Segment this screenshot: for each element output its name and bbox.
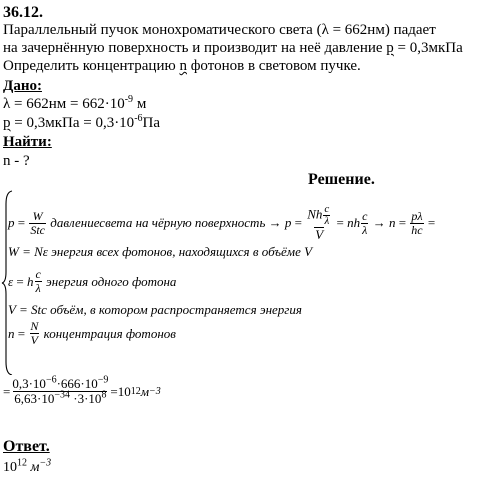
answer-value: $10^{12}$ $м^{-3}$ <box>3 457 52 475</box>
find-header: Найти: <box>3 134 52 150</box>
find-target: n - ? <box>3 153 30 169</box>
problem-text-line2: на зачернённую поверхность и производит на неё давление p = 0,3мкПа <box>3 40 463 56</box>
equation-concentration: n = $\frac{N}{V}$ концентрация фотонов <box>8 319 176 347</box>
problem-number: 36.12. <box>3 4 43 21</box>
solution-header: Решение. <box>308 171 375 188</box>
equation-photon-energy: ε = h $\frac{c}{\lambda}$ энергия одного фотона <box>8 267 177 295</box>
given-header: Дано: <box>3 78 42 94</box>
equation-energy-total: W = Nε энергия всех фотонов, находящихся в объёме V <box>8 244 313 259</box>
problem-text-line3: Определить концентрацию n фотонов в световом пучке. <box>3 58 361 74</box>
given-pressure: p = 0,3мкПа = $0,3\cdot 10^{-6}Па$ <box>3 113 161 131</box>
problem-text-line1: Параллельный пучок монохроматического света (λ = 662нм) падает <box>3 22 436 38</box>
equation-pressure: p = $\frac{W}{\text{Stc}}$ давлениесвета на чёрную поверхность → p = Nh $\frac{c}{\lambda}$ V = nh $\frac{c}{\lambda}$ → n = $\frac{p\lambda}{hc}$ = <box>8 203 436 242</box>
calculation: = $\frac{0,3\cdot 10^{-6}\cdot 666\cdot 10^{-9}}{6,63\cdot 10^{-34} \cdot 3\cdot 10^8}$ =10 12 м −3 <box>3 374 161 406</box>
given-lambda: $\lambda = 662нм = 662\cdot 10^{-9}$ м <box>3 94 147 112</box>
equation-volume: V = Stc объём, в котором распространяется энергия <box>8 302 302 317</box>
answer-header: Ответ. <box>3 438 50 455</box>
